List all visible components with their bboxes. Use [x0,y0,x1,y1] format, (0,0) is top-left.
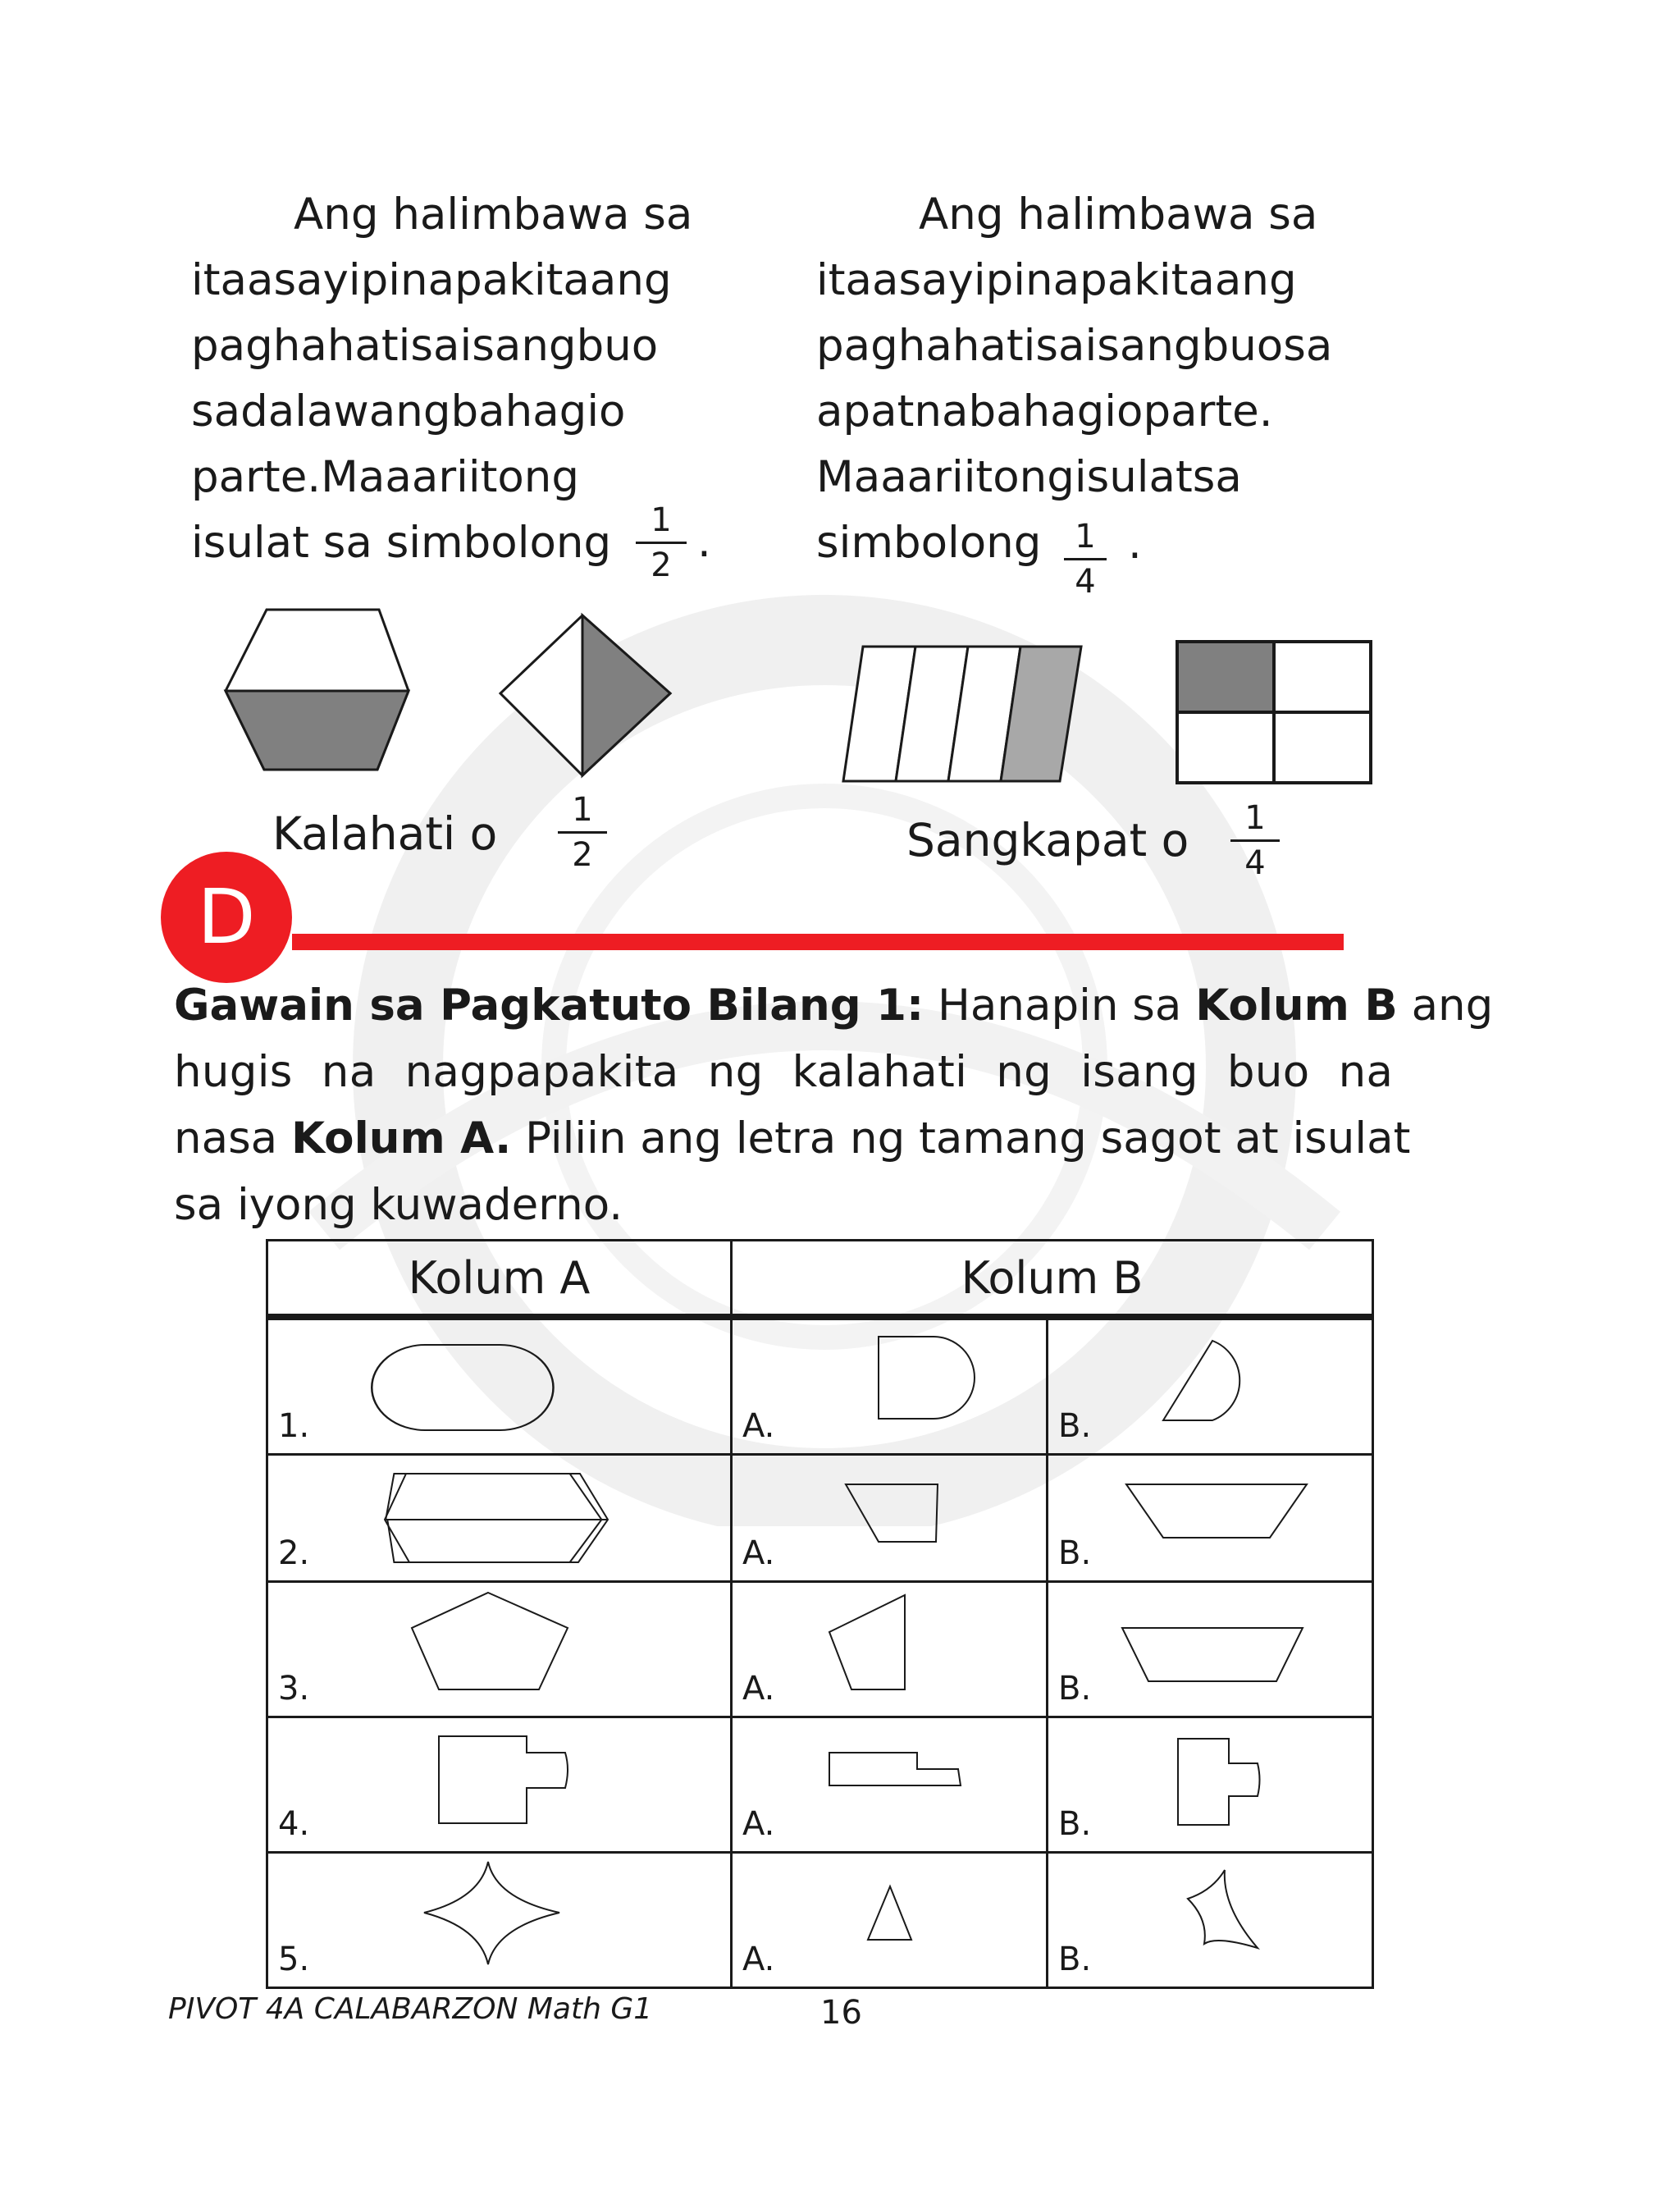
intro-word: ang [1214,255,1297,305]
kolum-a-ref: Kolum A. [291,1113,512,1164]
row-2-number: 2. [278,1534,310,1572]
intro-word: ipinapakita [348,255,590,305]
trapezoid-shape-b [1048,1583,1374,1714]
intro-word: bahagi [968,386,1117,437]
instruction-line-1 [174,972,1494,1039]
half-caption-denominator: 2 [572,836,593,874]
quarter-caption-fraction-bar [1230,839,1280,842]
row-3-option-b[interactable] [1048,1582,1373,1717]
intro-word: isang [1084,321,1202,371]
row-4-number: 4. [278,1805,310,1843]
trapezoid-shape-b [1048,1456,1374,1579]
quarter-shapes-illustration [837,640,1378,788]
quarter-symbol [1064,519,1107,600]
pentagon-shape [268,1583,733,1714]
quarter-caption-fraction [1230,800,1280,881]
row-2-option-a-label: A. [742,1534,775,1572]
step-rectangle-shape-a [733,1718,1048,1849]
page-number: 16 [820,1994,862,2032]
intro-left-line-3 [191,313,733,379]
table-row [267,1717,1373,1853]
row-3-kolum-a [267,1582,732,1717]
intro-left-line-4 [191,379,733,445]
kolum-a-header: Kolum A [267,1241,732,1318]
intro-left-line-6: isulat sa simbolong [191,518,612,568]
table-row [267,1853,1373,1988]
intro-word: sa [1283,321,1333,371]
table-row [267,1317,1373,1455]
intro-word: sa [1192,452,1242,502]
intro-word: dalawang [240,386,451,437]
intro-right-line-2 [816,248,1400,313]
intro-word: parte. [1143,386,1273,437]
row-5-number: 5. [278,1941,310,1978]
row-3-number: 3. [278,1670,310,1708]
row-5-option-a-label: A. [742,1941,775,1978]
intro-word: sa [1035,321,1085,371]
hexagon-halved-shape [268,1456,733,1579]
intro-right-line-3 [816,313,1400,379]
section-divider-rule [292,934,1344,950]
instruction-text-2: hugis na nagpapakita ng kalahati ng isang buo na [174,1047,1394,1097]
quadrilateral-shape-a [733,1456,1048,1579]
row-1-kolum-a [267,1317,732,1455]
half-caption-fraction [558,792,607,873]
row-3-option-a-label: A. [742,1670,775,1708]
section-d-badge: D [161,852,292,983]
intro-word: parte. [191,452,322,502]
intro-word: paghahati [816,321,1036,371]
row-2-kolum-a [267,1455,732,1582]
activity-title: Gawain sa Pagkatuto Bilang 1: [174,981,924,1031]
intro-word: o [599,386,626,437]
half-diamond-shape [500,615,670,775]
instruction-line-2 [174,1039,1394,1105]
intro-word: itaas [816,255,922,305]
intro-word: sa [191,386,241,437]
intro-word: isang [459,321,577,371]
instruction-text-3a: nasa [174,1113,292,1164]
instruction-text-3b: Piliin ang letra ng tamang sagot at isulat [511,1113,1411,1164]
notched-rectangle-shape [268,1718,733,1849]
quarter-denominator: 4 [1075,563,1096,601]
row-1-number: 1. [278,1407,310,1445]
quarter-numerator: 1 [1075,518,1096,556]
row-2-option-b-label: B. [1058,1534,1092,1572]
intro-word: paghahati [191,321,411,371]
intro-word: sa [410,321,460,371]
instruction-text-1b: ang [1397,981,1494,1031]
intro-word: Maaari [321,452,468,502]
slanted-semicircle-shape-b [1048,1320,1374,1452]
half-hexagon-shape [226,610,409,770]
row-4-option-b-label: B. [1058,1805,1092,1843]
row-3-option-b-label: B. [1058,1670,1092,1708]
intro-word: bahagi [450,386,600,437]
half-numerator: 1 [651,501,672,539]
intro-right-line-1: Ang halimbawa sa [919,190,1318,240]
quarter-square-grid [1177,642,1371,783]
row-2-option-b[interactable] [1048,1455,1373,1582]
row-4-kolum-a [267,1717,732,1853]
kolum-b-ref: Kolum B [1195,981,1398,1031]
half-caption-fraction-bar [558,831,607,834]
row-5-option-b[interactable] [1048,1853,1373,1988]
row-1-option-b-label: B. [1058,1407,1092,1445]
half-symbol [636,502,687,583]
row-1-option-a[interactable] [732,1317,1048,1455]
quarter-caption-denominator: 4 [1244,844,1266,882]
quarter-fraction-bar [1064,558,1107,560]
intro-word: isulat [1074,452,1193,502]
intro-left-line-1: Ang halimbawa sa [294,190,693,240]
half-shapes-illustration [221,607,681,788]
intro-word: itong [468,452,580,502]
intro-right-paragraph [816,182,1400,576]
row-5-kolum-a [267,1853,732,1988]
half-symbol-period: . [697,517,711,567]
four-point-star-shape [268,1854,733,1985]
row-5-option-b-label: B. [1058,1941,1092,1978]
intro-word: o [1116,386,1144,437]
intro-word: itong [963,452,1075,502]
quarter-parallelogram-strips [843,647,1081,781]
triangle-shape-a [733,1854,1048,1985]
matching-table [266,1239,1374,1989]
instruction-line-4: sa iyong kuwaderno. [174,1180,623,1230]
quarter-caption-numerator: 1 [1244,799,1266,837]
instruction-line-3 [174,1105,1411,1172]
row-4-option-a-label: A. [742,1805,775,1843]
half-caption-numerator: 1 [572,791,593,829]
activity-instructions [174,972,1494,1238]
quarter-symbol-period: . [1128,519,1142,569]
notched-rectangle-shape-b [1048,1718,1374,1849]
half-star-shape-b [1048,1854,1374,1985]
intro-word: apat [816,386,915,437]
half-fraction-bar [636,542,687,544]
row-4-option-a[interactable] [732,1717,1048,1853]
intro-word: na [914,386,969,437]
intro-left-line-2 [191,248,733,313]
intro-word: buo [1201,321,1284,371]
row-3-option-a[interactable] [732,1582,1048,1717]
intro-word: ang [589,255,672,305]
intro-word: ay [296,255,349,305]
intro-word: itaas [191,255,297,305]
instruction-text-1a: Hanapin sa [924,981,1196,1031]
half-caption: Kalahati o [272,807,498,860]
intro-right-line-6: simbolong [816,518,1042,568]
half-stadium-shape-a [733,1320,1048,1452]
row-1-option-b[interactable] [1048,1317,1373,1455]
intro-left-line-5 [191,445,733,510]
half-pentagon-shape-a [733,1583,1048,1714]
intro-word: Maaari [816,452,964,502]
intro-word: buo [576,321,659,371]
row-2-option-a[interactable] [732,1455,1048,1582]
table-row [267,1455,1373,1582]
stadium-shape [268,1320,733,1452]
kolum-b-header: Kolum B [732,1241,1373,1318]
row-4-option-b[interactable] [1048,1717,1373,1853]
intro-word: ay [921,255,974,305]
row-5-option-a[interactable] [732,1853,1048,1988]
quarter-caption: Sangkapat o [906,814,1189,866]
half-denominator: 2 [651,546,672,584]
intro-right-line-4 [816,379,1400,445]
table-row [267,1582,1373,1717]
row-1-option-a-label: A. [742,1407,775,1445]
footer-source: PIVOT 4A CALABARZON Math G1 [168,1992,653,2026]
intro-word: ipinapakita [973,255,1215,305]
intro-right-line-5 [816,445,1400,510]
